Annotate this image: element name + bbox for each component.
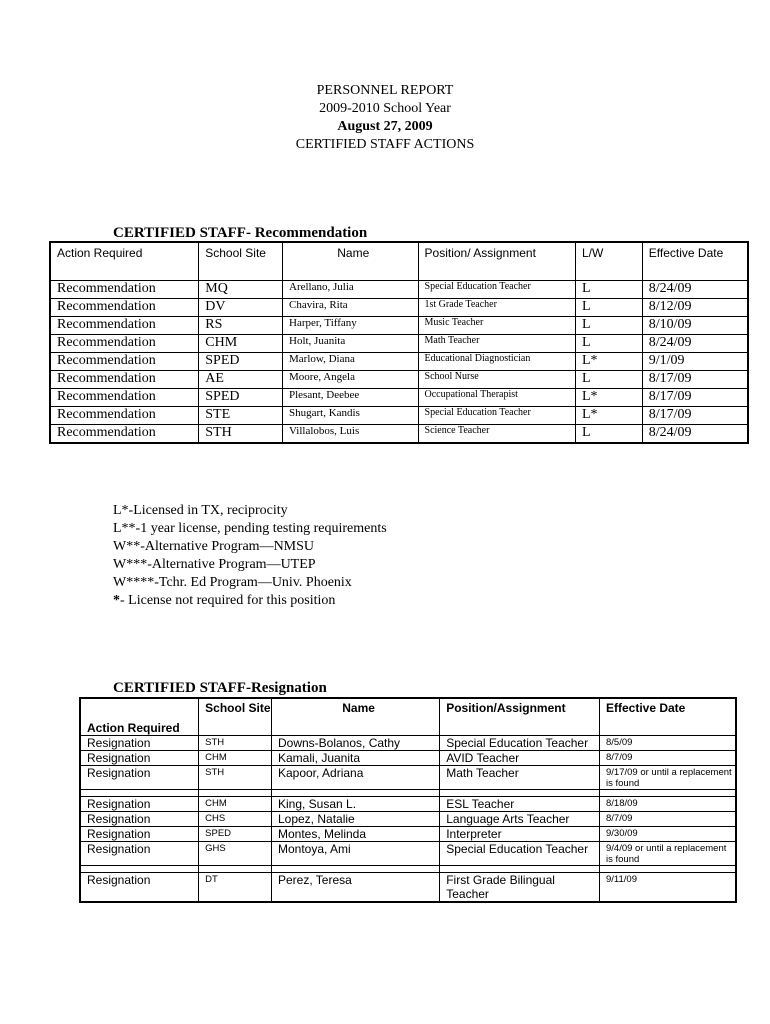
table-cell: Perez, Teresa [271,873,439,903]
resignation-table [79,697,737,903]
spacer-cell [440,790,600,797]
table-cell: Shugart, Kandis [283,407,419,425]
spacer-cell [440,866,600,873]
legend-item: W****-Tchr. Ed Program—Univ. Phoenix [113,575,352,590]
spacer-cell [80,790,199,797]
table-cell: Recommendation [50,371,199,389]
spacer-cell [599,866,736,873]
table-cell: Kamali, Juanita [271,751,439,766]
table-cell: 8/17/09 [642,371,748,389]
table-cell: Recommendation [50,353,199,371]
license-legend [113,502,387,610]
table-cell: SPED [199,353,283,371]
table-cell: SPED [199,389,283,407]
table-cell: Plesant, Deebee [283,389,419,407]
table-cell: Recommendation [50,335,199,353]
spacer-cell [80,866,199,873]
table-cell: CHM [199,797,272,812]
row-spacer [80,866,736,873]
table-cell: AE [199,371,283,389]
legend-item: W***-Alternative Program—UTEP [113,557,316,572]
table-row [50,389,748,407]
table-cell: CHS [199,812,272,827]
table-cell: CHM [199,335,283,353]
table-cell: 9/30/09 [599,827,736,842]
table-cell: 8/7/09 [599,812,736,827]
table-cell: L [576,281,643,299]
table-cell: Montoya, Ami [271,842,439,866]
table-cell: Resignation [80,736,199,751]
table-row [50,425,748,444]
table-cell: Resignation [80,873,199,903]
table-cell: Special Education Teacher [440,842,600,866]
table-cell: 8/17/09 [642,407,748,425]
report-date: August 27, 2009 [337,119,433,134]
table-cell: Lopez, Natalie [271,812,439,827]
table-cell: 8/5/09 [599,736,736,751]
table-cell: L* [576,389,643,407]
table-row [80,812,736,827]
table-row [80,827,736,842]
spacer-cell [599,790,736,797]
table-cell: Marlow, Diana [283,353,419,371]
column-header: School Site [199,698,272,736]
table-cell: L [576,299,643,317]
table-cell: Resignation [80,766,199,790]
table-cell: Occupational Therapist [418,389,575,407]
resignation-title: CERTIFIED STAFF-Resignation [113,680,327,696]
table-row [50,371,748,389]
column-header: Name [283,242,419,281]
column-header: Effective Date [599,698,736,736]
table-cell: AVID Teacher [440,751,600,766]
table-cell: 8/18/09 [599,797,736,812]
table-cell: Recommendation [50,317,199,335]
table-cell: ESL Teacher [440,797,600,812]
report-header [0,82,770,154]
table-cell: L [576,371,643,389]
legend-item: W**-Alternative Program—NMSU [113,539,315,554]
spacer-cell [271,866,439,873]
column-header: L/W [576,242,643,281]
recommendation-title: CERTIFIED STAFF- Recommendation [113,225,368,241]
table-row [80,736,736,751]
table-row [50,299,748,317]
column-header: Action Required [80,698,199,736]
table-cell: STH [199,736,272,751]
table-cell: Recommendation [50,425,199,444]
recommendation-table [49,241,749,444]
table-cell: 8/7/09 [599,751,736,766]
table-cell: Resignation [80,842,199,866]
table-row [80,751,736,766]
table-cell: STH [199,766,272,790]
table-cell: Harper, Tiffany [283,317,419,335]
table-cell: 8/24/09 [642,335,748,353]
table-cell: STH [199,425,283,444]
legend-item: L**-1 year license, pending testing requirements [113,521,387,536]
table-row [50,407,748,425]
column-header: Position/Assignment [440,698,600,736]
table-cell: Villalobos, Luis [283,425,419,444]
table-cell: L [576,317,643,335]
table-cell: STE [199,407,283,425]
table-cell: 9/4/09 or until a replacement is found [599,842,736,866]
table-cell: L [576,425,643,444]
table-row [50,317,748,335]
table-cell: Resignation [80,751,199,766]
report-title: PERSONNEL REPORT [316,83,454,98]
table-cell: Recommendation [50,299,199,317]
row-spacer [80,790,736,797]
school-year: 2009-2010 School Year [319,101,451,116]
column-header: Action Required [50,242,199,281]
spacer-cell [199,790,272,797]
table-cell: Kapoor, Adriana [271,766,439,790]
column-header: Position/ Assignment [418,242,575,281]
table-cell: Music Teacher [418,317,575,335]
table-cell: Downs-Bolanos, Cathy [271,736,439,751]
table-cell: 8/10/09 [642,317,748,335]
table-cell: 8/24/09 [642,425,748,444]
table-cell: Educational Diagnostician [418,353,575,371]
table-cell: 8/12/09 [642,299,748,317]
table-cell: 8/24/09 [642,281,748,299]
table-row [50,281,748,299]
table-cell: DV [199,299,283,317]
table-cell: Resignation [80,827,199,842]
table-cell: MQ [199,281,283,299]
table-row [80,842,736,866]
table-cell: GHS [199,842,272,866]
table-cell: L* [576,353,643,371]
table-cell: Science Teacher [418,425,575,444]
table-cell: Resignation [80,797,199,812]
spacer-cell [271,790,439,797]
table-row [80,766,736,790]
table-cell: DT [199,873,272,903]
table-cell: CHM [199,751,272,766]
table-cell: RS [199,317,283,335]
spacer-cell [199,866,272,873]
legend-text: - License not required for this position [120,593,336,608]
table-cell: 9/17/09 or until a replacement is found [599,766,736,790]
report-subtitle: CERTIFIED STAFF ACTIONS [295,137,475,152]
table-cell: 9/1/09 [642,353,748,371]
table-row [80,797,736,812]
table-row [50,353,748,371]
table-cell: Holt, Juanita [283,335,419,353]
table-cell: 8/17/09 [642,389,748,407]
table-cell: Montes, Melinda [271,827,439,842]
table-cell: L* [576,407,643,425]
table-cell: Special Education Teacher [418,407,575,425]
table-cell: L [576,335,643,353]
column-header: Effective Date [642,242,748,281]
legend-item [113,592,387,610]
table-cell: 1st Grade Teacher [418,299,575,317]
table-header-row [80,698,736,736]
table-cell: Arellano, Julia [283,281,419,299]
table-cell: SPED [199,827,272,842]
table-cell: First Grade Bilingual Teacher [440,873,600,903]
table-row [80,873,736,903]
table-cell: King, Susan L. [271,797,439,812]
table-cell: Math Teacher [418,335,575,353]
table-cell: Recommendation [50,407,199,425]
table-cell: Resignation [80,812,199,827]
table-cell: Recommendation [50,389,199,407]
table-cell: Special Education Teacher [440,736,600,751]
table-cell: Math Teacher [440,766,600,790]
column-header: Name [271,698,439,736]
table-cell: Moore, Angela [283,371,419,389]
column-header: School Site [199,242,283,281]
table-cell: Recommendation [50,281,199,299]
table-cell: Interpreter [440,827,600,842]
table-cell: School Nurse [418,371,575,389]
table-cell: Chavira, Rita [283,299,419,317]
table-cell: Special Education Teacher [418,281,575,299]
table-cell: 9/11/09 [599,873,736,903]
table-row [50,335,748,353]
legend-star: * [113,593,120,608]
table-header-row [50,242,748,281]
legend-item: L*-Licensed in TX, reciprocity [113,503,288,518]
table-cell: Language Arts Teacher [440,812,600,827]
